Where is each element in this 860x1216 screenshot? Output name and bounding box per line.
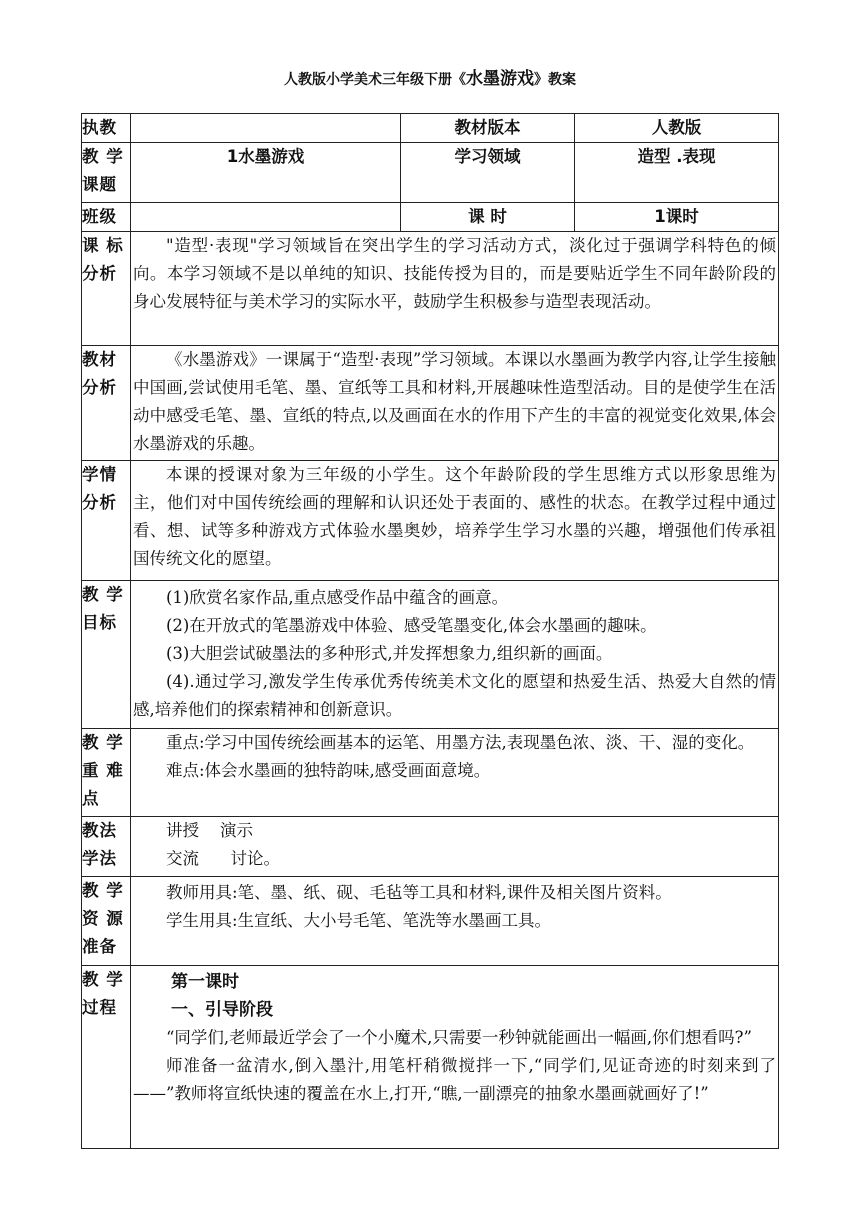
methods-label: 教法 学法 [82, 817, 131, 877]
students-text: 本课的授课对象为三年级的小学生。这个年龄阶段的学生思维方式以形象思维为主，他们对中国传统绘画的理解和认识还处于表面的、感性的状态。在教学过程中通过看、想、试等多种游戏方式体验水墨奥妙，培养学生学习水墨的兴趣，增强他们传承祖国传统文化的愿望。 [133, 465, 776, 568]
topic-row [82, 143, 779, 203]
objectives-row [82, 581, 779, 729]
objectives-label: 教 学 目标 [82, 581, 131, 729]
title-main: 水墨游戏 [466, 69, 534, 89]
teacher-label: 执教 [82, 114, 131, 143]
textbook-row [82, 346, 779, 461]
edition-value: 人教版 [575, 114, 779, 143]
process-row [82, 966, 779, 1149]
hours-value: 1课时 [575, 203, 779, 232]
objective-item: (1)欣赏名家作品,重点感受作品中蕴含的画意。 [166, 588, 509, 607]
process-paragraph: “同学们,老师最近学会了一个小魔术,只需要一秒钟就能画出一幅画,你们想看吗?” [166, 1028, 752, 1047]
process-paragraph: 师准备一盆清水,倒入墨汁,用笔杆稍微搅拌一下,“同学们,见证奇迹的时刻来到了——”教师将宣纸快速的覆盖在水上,打开,“瞧,一副漂亮的抽象水墨画就画好了!” [133, 1056, 776, 1103]
domain-value: 造型 .表现 [575, 143, 779, 203]
method-item: 交流 讨论。 [166, 849, 280, 868]
edition-label: 教材版本 [401, 114, 575, 143]
teacher-value [131, 114, 401, 143]
key-points-label: 教 学 重 难 点 [82, 729, 131, 817]
students-row [82, 461, 779, 581]
topic-label: 教 学 课题 [82, 143, 131, 203]
resources-label: 教 学 资 源 准备 [82, 877, 131, 966]
key-point-item: 难点:体会水墨画的独特韵味,感受画面意境。 [166, 761, 491, 780]
resource-item: 学生用具:生宣纸、大小号毛笔、笔洗等水墨画工具。 [166, 911, 552, 930]
class-label: 班级 [82, 203, 131, 232]
key-point-item: 重点:学习中国传统绘画基本的运笔、用墨方法,表现墨色浓、淡、干、湿的变化。 [166, 733, 755, 752]
teacher-row [82, 114, 779, 143]
resources-row [82, 877, 779, 966]
objective-item: (3)大胆尝试破墨法的多种形式,并发挥想象力,组织新的画面。 [166, 644, 613, 663]
textbook-text: 《水墨游戏》一课属于“造型·表现”学习领域。本课以水墨画为教学内容,让学生接触中国画,尝试使用毛笔、墨、宣纸等工具和材料,开展趣味性造型活动。目的是使学生在活动中感受毛笔、墨、宣纸的特点,以及画面在水的作用下产生的丰富的视觉变化效果,体会水墨游戏的乐趣。 [133, 350, 776, 453]
resource-item: 教师用具:笔、墨、纸、砚、毛毡等工具和材料,课件及相关图片资料。 [166, 883, 672, 902]
title-suffix: 》教案 [534, 72, 576, 88]
lesson-plan-table [81, 113, 779, 1149]
hours-label: 课 时 [401, 203, 575, 232]
topic-value: 1水墨游戏 [131, 143, 401, 203]
objective-item: (4).通过学习,激发学生传承优秀传统美术文化的愿望和热爱生活、热爱大自然的情感,培养他们的探索精神和创新意识。 [133, 672, 776, 719]
title-prefix: 人教版小学美术三年级下册《 [284, 72, 466, 88]
curriculum-row [82, 232, 779, 346]
textbook-label: 教材 分析 [82, 346, 131, 461]
domain-label: 学习领域 [401, 143, 575, 203]
stage-heading: 一、引导阶段 [171, 1000, 273, 1020]
document-title [0, 64, 860, 89]
methods-row [82, 817, 779, 877]
class-value [131, 203, 401, 232]
curriculum-label: 课 标 分析 [82, 232, 131, 346]
key-points-row [82, 729, 779, 817]
curriculum-text: "造型·表现"学习领域旨在突出学生的学习活动方式，淡化过于强调学科特色的倾向。本学习领域不是以单纯的知识、技能传授为目的，而是要贴近学生不同年龄阶段的身心发展特征与美术学习的实际水平，鼓励学生积极参与造型表现活动。 [133, 236, 776, 311]
students-label: 学情 分析 [82, 461, 131, 581]
class-row [82, 203, 779, 232]
objective-item: (2)在开放式的笔墨游戏中体验、感受笔墨变化,体会水墨画的趣味。 [166, 616, 657, 635]
lesson-heading: 第一课时 [171, 972, 239, 992]
process-label: 教 学 过程 [82, 966, 131, 1149]
method-item: 讲授 演示 [166, 821, 253, 840]
